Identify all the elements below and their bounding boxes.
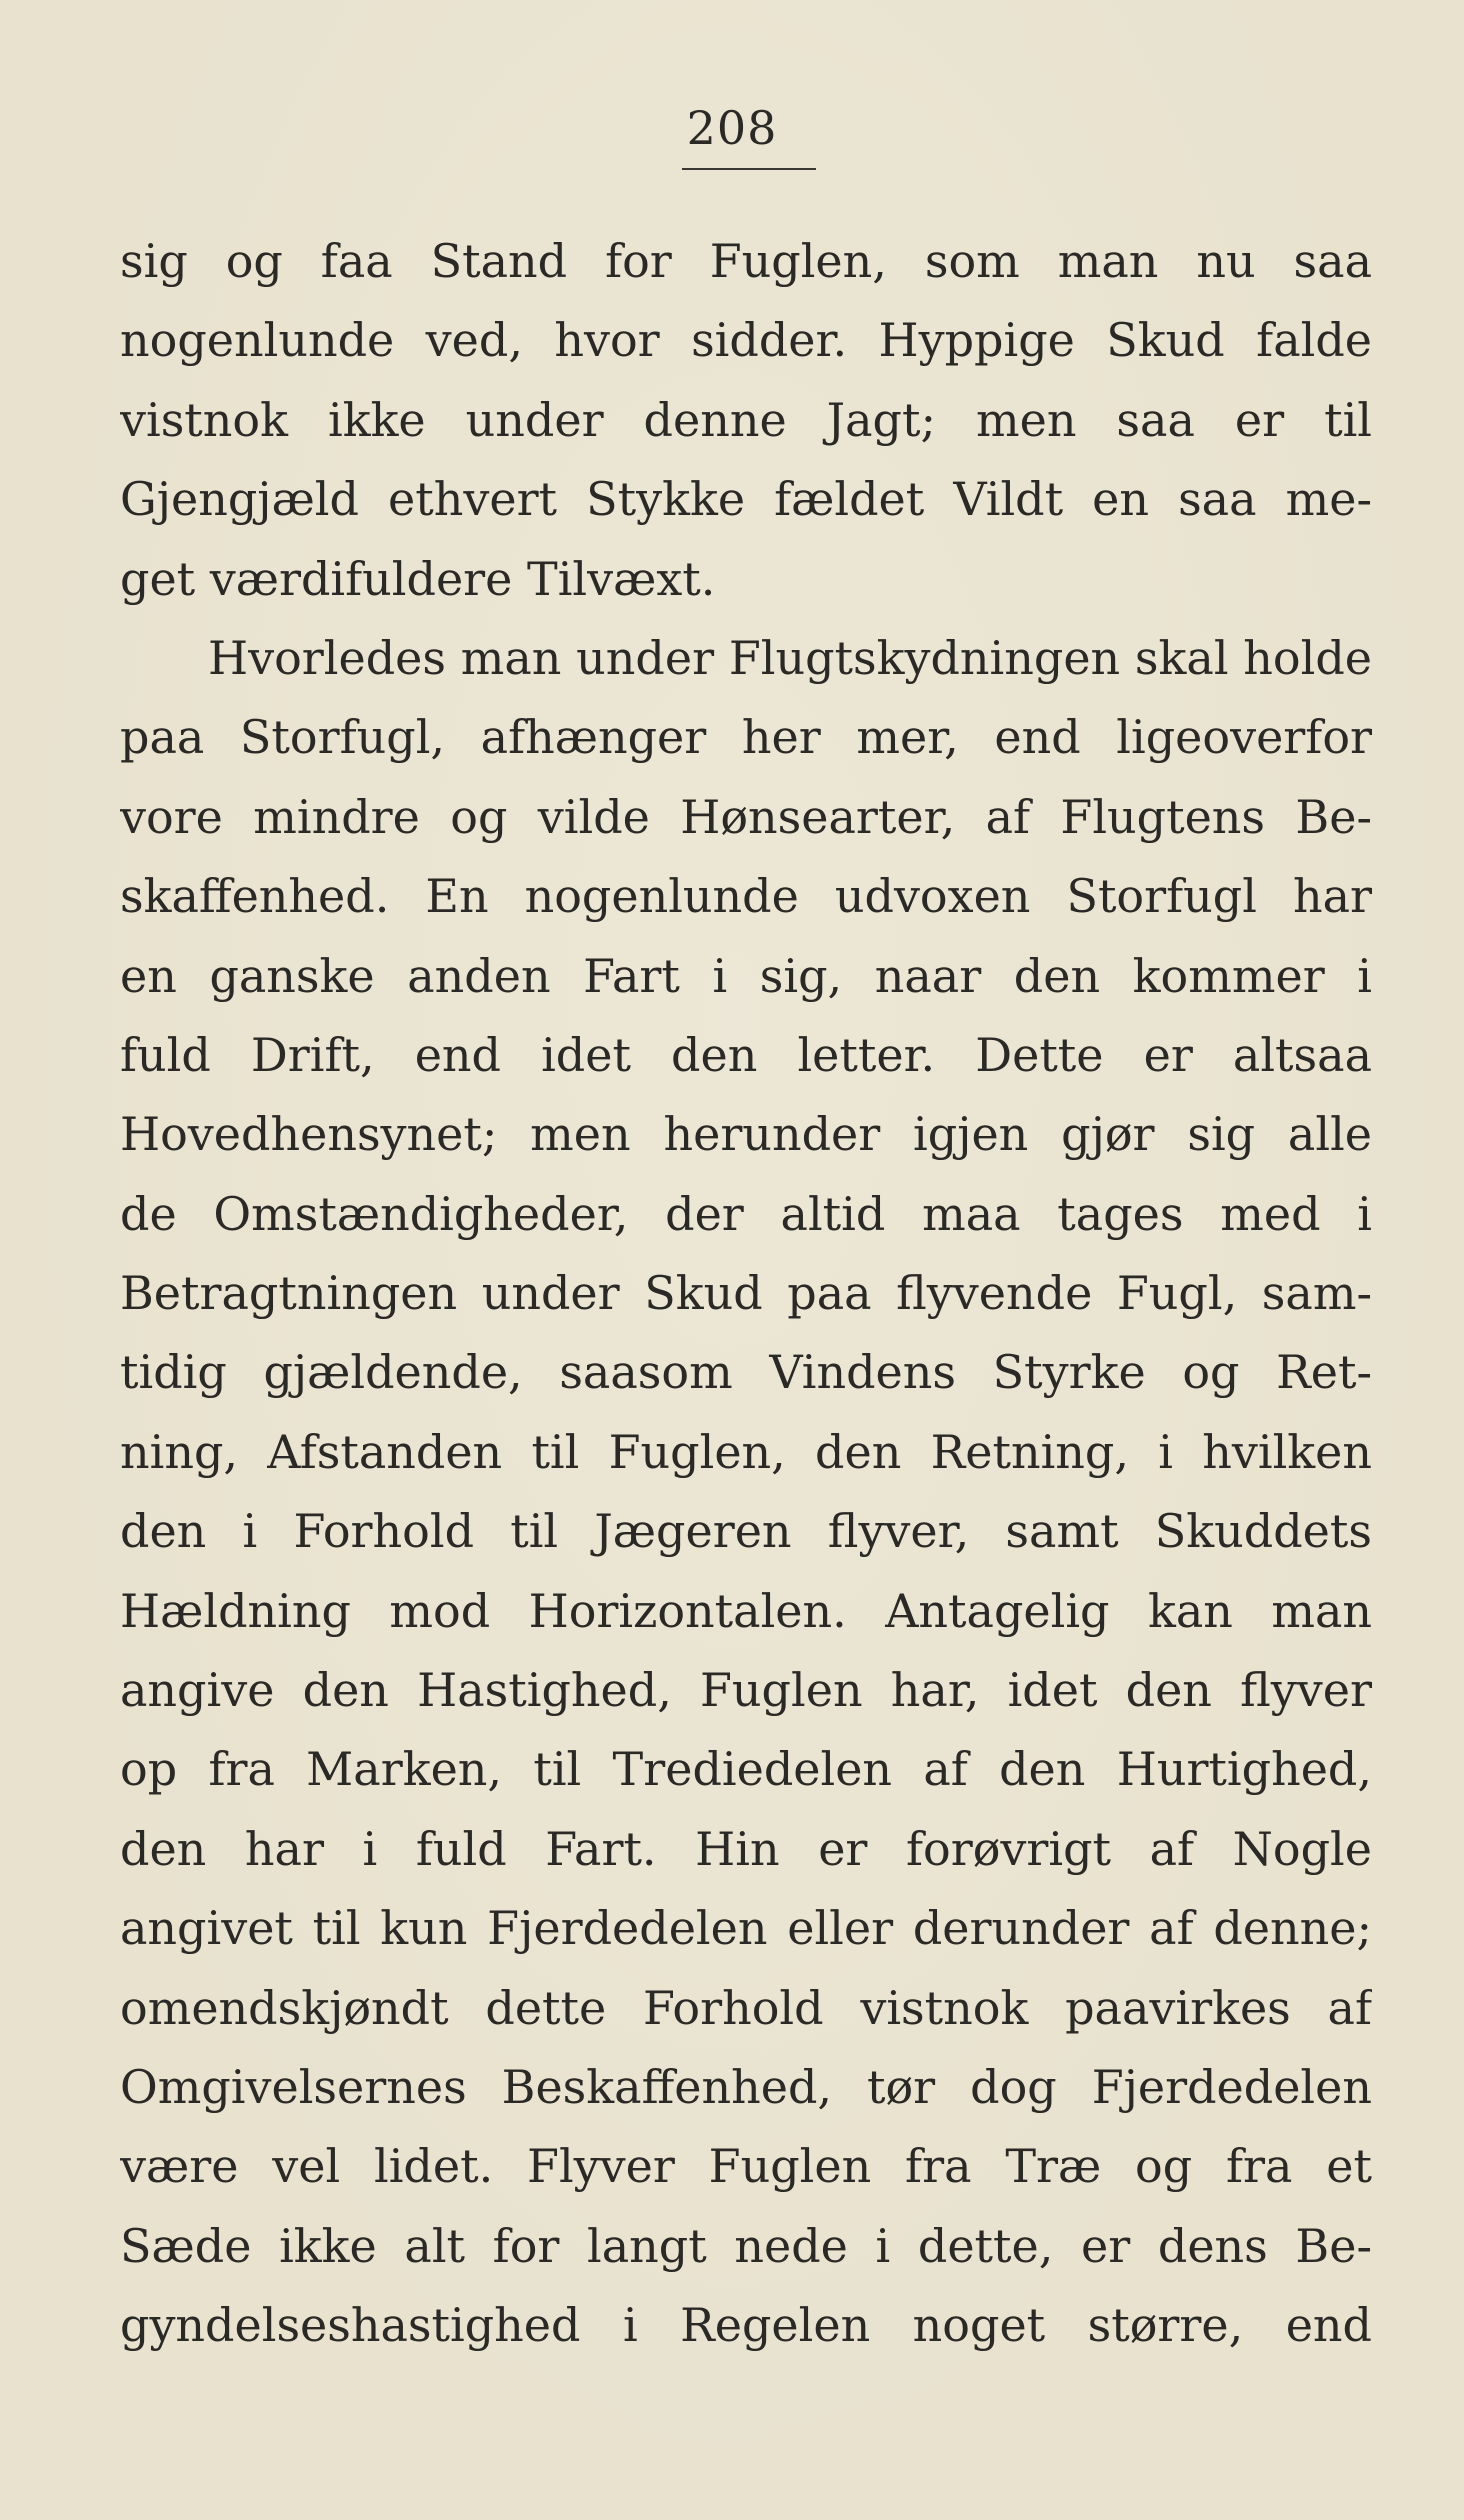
text-line: angivet til kun Fjerdedelen eller derunder af denne; [120,1901,1372,1956]
text-line: den i Forhold til Jægeren flyver, samt Skuddets [120,1504,1372,1559]
text-line: de Omstændigheder, der altid maa tages med i [120,1186,1372,1241]
text-line: sig og faa Stand for Fuglen, som man nu saa [120,234,1372,288]
body-text [120,222,1372,2366]
text-line: get værdifuldere Tilvæxt. [120,551,716,606]
text-line: tidig gjældende, saasom Vindens Styrke og Ret- [120,1345,1372,1400]
text-line: Hovedhensynet; men herunder igjen gjør sig alle [120,1107,1372,1162]
text-line: Omgivelsernes Beskaffenhed, tør dog Fjerdedelen [120,2059,1372,2114]
text-line: Gjengjæld ethvert Stykke fældet Vildt en saa me- [120,472,1372,527]
text-line: den har i fuld Fart. Hin er forøvrigt af Nogle [120,1821,1372,1876]
page-number-rule [682,168,816,170]
text-line: vore mindre og vilde Hønsearter, af Flugtens Be- [120,789,1372,844]
text-line: vistnok ikke under denne Jagt; men saa er til [120,392,1372,447]
text-line: en ganske anden Fart i sig, naar den kommer i [120,948,1372,1003]
text-line: nogenlunde ved, hvor sidder. Hyppige Skud falde [120,313,1372,368]
text-line: angive den Hastighed, Fuglen har, idet den flyver [120,1663,1372,1718]
text-line: Hvorledes man under Flugtskydningen skal holde [208,630,1372,685]
text-line: være vel lidet. Flyver Fuglen fra Træ og fra et [120,2139,1372,2194]
text-line: skaffenhed. En nogenlunde udvoxen Storfugl har [120,869,1372,924]
text-line: gyndelseshastighed i Regelen noget større, end [120,2298,1372,2353]
text-line: fuld Drift, end idet den letter. Dette er altsaa [120,1027,1372,1082]
text-line: omendskjøndt dette Forhold vistnok paavirkes af [120,1980,1372,2035]
text-line: paa Storfugl, afhænger her mer, end ligeoverfor [120,710,1372,765]
text-line: Sæde ikke alt for langt nede i dette, er dens Be- [120,2218,1372,2273]
text-line: ning, Afstanden til Fuglen, den Retning, i hvilken [120,1424,1372,1479]
text-line: Hældning mod Horizontalen. Antagelig kan man [120,1583,1372,1638]
text-line: op fra Marken, til Trediedelen af den Hurtighed, [120,1742,1372,1797]
page-number: 208 [686,101,778,155]
text-line: Betragtningen under Skud paa flyvende Fugl, sam- [120,1266,1372,1321]
